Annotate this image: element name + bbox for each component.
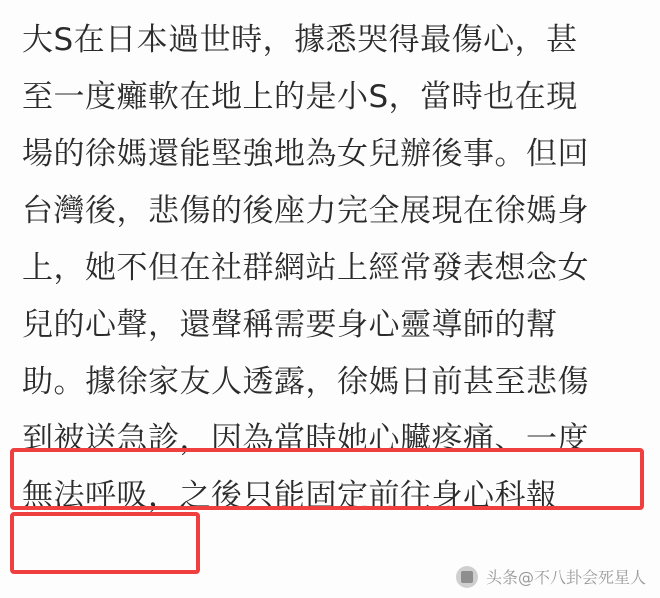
article-line: 大S在日本過世時，據悉哭得最傷心，甚: [22, 22, 578, 58]
article-line: 至一度癱軟在地上的是小S，當時也在現: [22, 79, 578, 115]
article-line: 台灣後，悲傷的後座力完全展現在徐媽身: [22, 193, 589, 229]
article-line: 助。據徐家友人透露，徐媽日前甚至悲傷: [22, 364, 589, 400]
article-line: 場的徐媽還能堅強地為女兒辦後事。但回: [22, 136, 589, 172]
avatar-icon: [456, 566, 478, 588]
watermark-text: 头条@不八卦会死星人: [485, 568, 646, 587]
article-line-highlighted: 到被送急診，因為當時她心臟疼痛、一度: [22, 421, 589, 457]
watermark: [456, 565, 646, 588]
article-line: 兒的心聲，還聲稱需要身心靈導師的幫: [22, 307, 558, 343]
article-line: 上，她不但在社群網站上經常發表想念女: [22, 250, 589, 286]
article-line-highlighted: 無法呼吸，之後只能固定前往身心科報: [22, 478, 558, 514]
